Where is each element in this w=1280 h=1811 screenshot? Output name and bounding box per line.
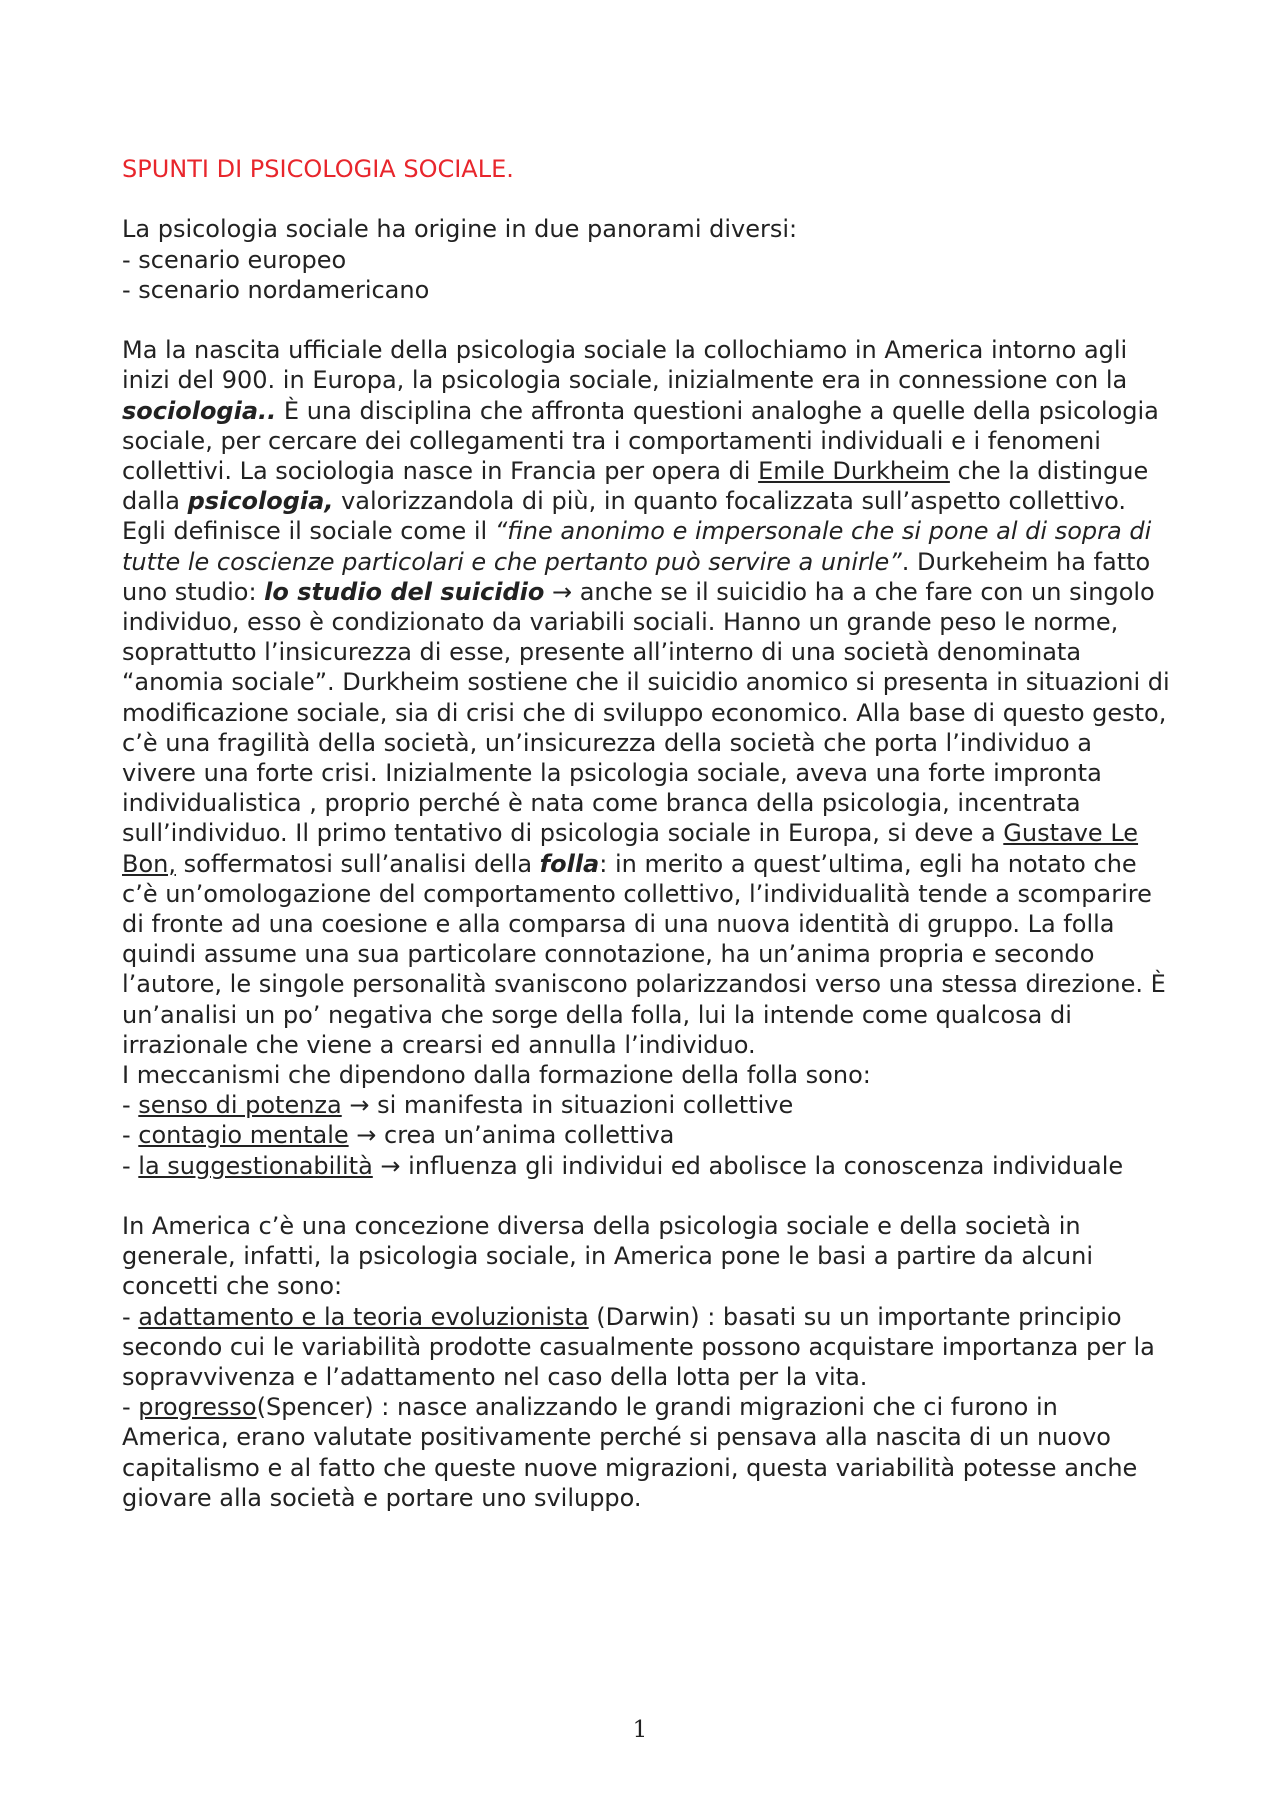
term-sociologia: sociologia.. (122, 396, 277, 425)
term-studio-suicidio: lo studio del suicidio (264, 577, 545, 606)
list-prefix: - (122, 1302, 139, 1331)
list-prefix: - (122, 1151, 139, 1180)
mechanism-item (122, 1090, 1172, 1120)
mechanisms-lead: I meccanismi che dipendono dalla formazione della folla sono: (122, 1061, 871, 1090)
list-prefix: - (122, 1091, 139, 1120)
text-run: Ma la nascita ufficiale della psicologia sociale la collochiamo in America intorno agli inizi del 900. in Europa, la psicologia sociale, inizialmente era in connessione con la (122, 336, 1128, 395)
spacer (122, 1181, 1172, 1211)
text-run: . Durkeheim ha fatto uno studio: (122, 547, 1151, 606)
document-body (122, 154, 1172, 1513)
text-run: valorizzandola di più, in quanto focalizzata sull’aspetto collettivo. Egli definisce il sociale come il (122, 487, 1127, 546)
term-psicologia: psicologia, (187, 487, 334, 516)
list-prefix: - (122, 1121, 139, 1150)
mechanism-desc: → si manifesta in situazioni collettive (341, 1091, 794, 1120)
america-term: progresso (138, 1393, 257, 1422)
mechanism-item (122, 1151, 1172, 1181)
mechanism-desc: → crea un’anima collettiva (348, 1121, 675, 1150)
durkheim-quote: “fine anonimo e impersonale che si pone al di sopra di tutte le coscienze particolari e che pertanto può servire a unirle” (122, 517, 1152, 576)
mechanism-term: la suggestionabilità (138, 1151, 373, 1180)
intro-item-2: - scenario nordamericano (122, 275, 430, 304)
mechanism-desc: → influenza gli individui ed abolisce la conoscenza individuale (372, 1151, 1124, 1180)
america-desc: (Darwin) : basati su un importante principio secondo cui le variabilità prodotte casualmente possono acquistare importanza per la sopravvivenza e l’adattamento nel caso della lotta per la vita. (122, 1302, 1155, 1392)
america-term: adattamento e la teoria evoluzionista (138, 1302, 589, 1331)
list-prefix: - (122, 1393, 139, 1422)
spacer (122, 305, 1172, 335)
europe-paragraph (122, 335, 1172, 1060)
name-gustave-le-bon: Gustave Le Bon, (122, 819, 1139, 878)
mechanism-term: contagio mentale (138, 1121, 349, 1150)
america-desc: (Spencer) : nasce analizzando le grandi migrazioni che ci furono in America, erano valutate positivamente perché si pensava alla nascita di un nuovo capitalismo e al fatto che queste nuove migrazioni, questa variabilità potesse anche giovare alla società e portare uno sviluppo. (122, 1393, 1138, 1512)
term-folla: folla (539, 849, 600, 878)
spacer (122, 184, 1172, 214)
intro-lead: La psicologia sociale ha origine in due panorami diversi: (122, 215, 798, 244)
america-item (122, 1392, 1172, 1513)
text-run: È una disciplina che affronta questioni analoghe a quelle della psicologia sociale, per cercare dei collegamenti tra i comportamenti individuali e i fenomeni collettivi. La sociologia nasce in Francia per opera di (122, 396, 1159, 485)
text-run: soffermatosi sull’analisi della (176, 849, 540, 878)
name-emile-durkheim: Emile Durkheim (758, 457, 950, 485)
document-title: SPUNTI DI PSICOLOGIA SOCIALE. (122, 155, 514, 183)
text-run: → anche se il suicidio ha a che fare con un singolo individuo, esso è condizionato da variabili sociali. Hanno un grande peso le norme, soprattutto l’insicurezza di esse, presente all’interno di una società denominata “anomia sociale”. Durkheim sostiene che il suicidio anomico si presenta in situazioni di modificazione sociale, sia di crisi che di sviluppo economico. Alla base di questo gesto, c’è una fragilità della società, un’insicurezza della società che porta l’individuo a vivere una forte crisi. Inizialmente la psicologia sociale, aveva una forte impronta individualistica , proprio perché è nata come branca della psicologia, incentrata sull’individuo. Il primo tentativo di psicologia sociale in Europa, si deve a (122, 577, 1170, 848)
text-run: : in merito a quest’ultima, egli ha notato che c’è un’omologazione del comportamento collettivo, l’individualità tende a scomparire di fronte ad una coesione e alla comparsa di una nuova identità di gruppo. La folla quindi assume una sua particolare connotazione, ha un’anima propria e secondo l’autore, le singole personalità svaniscono polarizzandosi verso una stessa direzione. È un’analisi un po’ negativa che sorge della folla, lui la intende come qualcosa di irrazionale che viene a crearsi ed annulla l’individuo. (122, 849, 1166, 1059)
page-number: 1 (632, 1717, 648, 1743)
america-item (122, 1302, 1172, 1393)
mechanism-item (122, 1120, 1172, 1150)
mechanism-term: senso di potenza (138, 1091, 342, 1120)
america-lead: In America c’è una concezione diversa della psicologia sociale e della società in generale, infatti, la psicologia sociale, in America pone le basi a partire da alcuni concetti che sono: (122, 1212, 1094, 1301)
intro-item-1: - scenario europeo (122, 245, 347, 274)
text-run: che la distingue dalla (122, 457, 1149, 516)
